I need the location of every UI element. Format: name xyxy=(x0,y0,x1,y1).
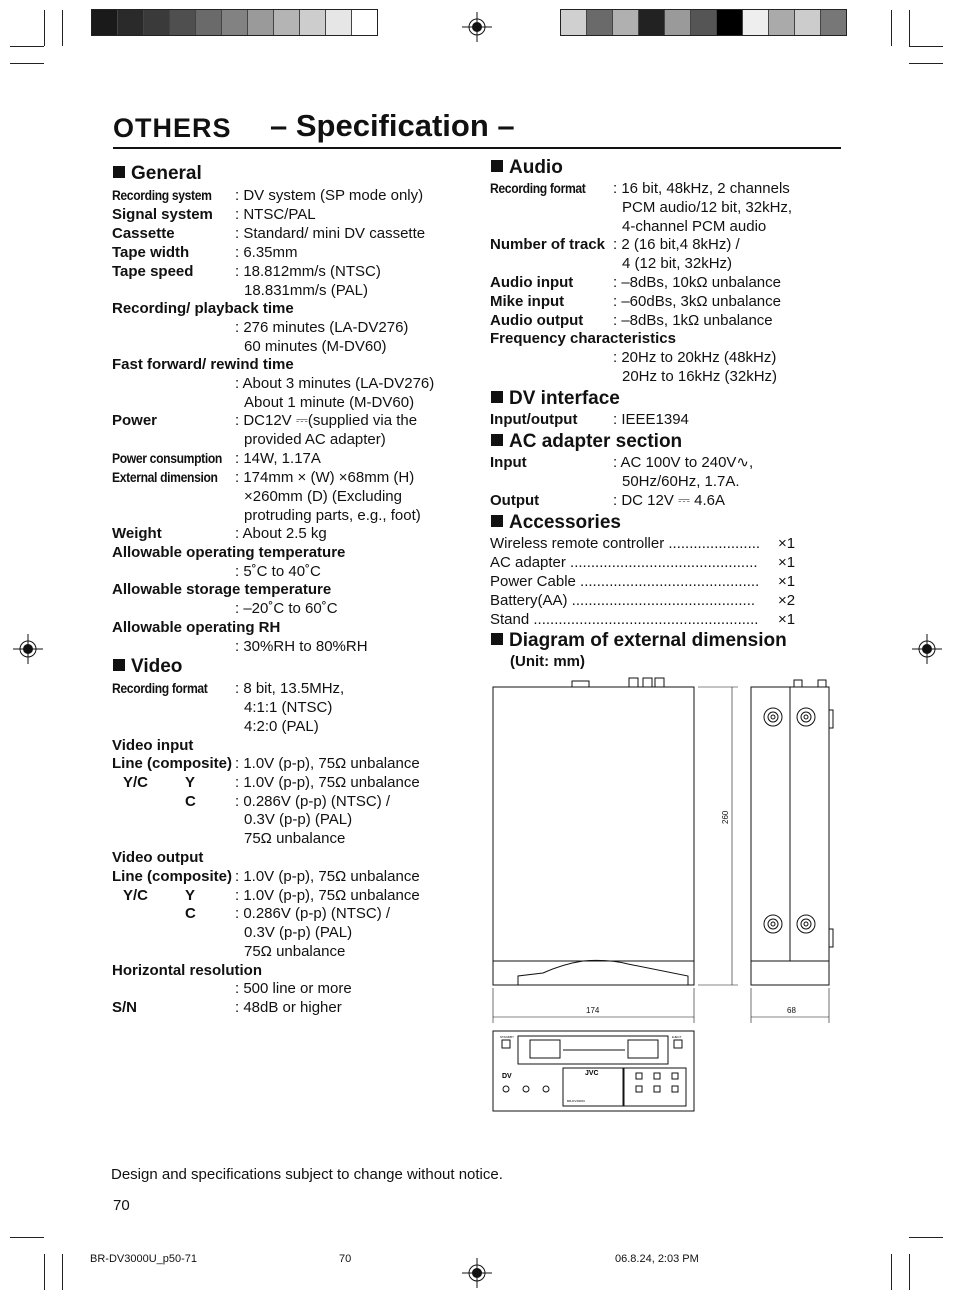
general-label: External dimension xyxy=(112,470,218,485)
general-value: : –20˚C to 60˚C xyxy=(235,600,338,617)
audio-recording-format-label: Recording format xyxy=(490,181,586,196)
dv-io-label: Input/output xyxy=(490,411,578,428)
accessory-quantity: ×1 xyxy=(778,573,796,590)
general-value: About 1 minute (M-DV60) xyxy=(244,394,415,411)
y-value: : 1.0V (p-p), 75Ω unbalance xyxy=(235,887,420,904)
external-dimension-diagram xyxy=(488,676,840,1116)
registration-mark-icon xyxy=(13,634,43,664)
mike-input-label: Mike input xyxy=(490,293,565,310)
title-rule xyxy=(113,147,841,149)
general-value: : 276 minutes (LA-DV276) xyxy=(235,319,409,336)
general-value: : NTSC/PAL xyxy=(235,206,316,223)
accessories-heading: Accessories xyxy=(491,512,621,534)
depth-dimension-label: 260 xyxy=(721,810,730,824)
accessory-name: Power Cable ........................................... xyxy=(490,573,760,590)
yc-label: Y/C xyxy=(123,774,149,791)
diagram-unit: (Unit: mm) xyxy=(510,653,585,670)
video-recording-format-value: 4:2:0 (PAL) xyxy=(244,718,319,735)
general-value: : DV system (SP mode only) xyxy=(235,187,424,204)
accessory-name: Wireless remote controller ...................... xyxy=(490,535,761,552)
general-value: : DC12V ⎓(supplied via the xyxy=(235,412,418,429)
square-bullet-icon xyxy=(113,166,125,178)
sn-value: : 48dB or higher xyxy=(235,999,342,1016)
color-bar-right xyxy=(560,9,847,36)
height-dimension-label: 68 xyxy=(787,1006,796,1015)
color-bar-left xyxy=(91,9,378,36)
square-bullet-icon xyxy=(491,160,503,172)
general-value: : About 2.5 kg xyxy=(235,525,327,542)
horizontal-resolution-label: Horizontal resolution xyxy=(112,962,262,979)
horizontal-resolution-value: : 500 line or more xyxy=(235,980,352,997)
crop-mark xyxy=(10,46,44,47)
general-value: : 30%RH to 80%RH xyxy=(235,638,368,655)
general-value: : 174mm × (W) ×68mm (H) xyxy=(235,469,415,486)
general-value: : About 3 minutes (LA-DV276) xyxy=(235,375,435,392)
slug-page: 70 xyxy=(339,1253,352,1265)
section-title-others: OTHERS xyxy=(113,113,232,143)
general-label: Power xyxy=(112,412,158,429)
line-composite-label: Line (composite) xyxy=(112,755,233,772)
line-composite-value: : 1.0V (p-p), 75Ω unbalance xyxy=(235,755,420,772)
square-bullet-icon xyxy=(491,633,503,645)
crop-mark xyxy=(909,10,910,46)
footer-note: Design and specifications subject to change without notice. xyxy=(111,1166,503,1183)
frequency-value: : 20Hz to 20kHz (48kHz) xyxy=(613,349,777,366)
c-value: : 0.286V (p-p) (NTSC) / xyxy=(235,905,391,922)
general-value: : Standard/ mini DV cassette xyxy=(235,225,426,242)
crop-mark xyxy=(909,1237,943,1238)
general-label: Tape speed xyxy=(112,263,194,280)
crop-mark xyxy=(62,1254,63,1290)
crop-mark xyxy=(44,1254,45,1290)
frequency-value: 20Hz to 16kHz (32kHz) xyxy=(622,368,778,385)
ac-output-label: Output xyxy=(490,492,540,509)
audio-output-value: : –8dBs, 1kΩ unbalance xyxy=(613,312,773,329)
accessory-quantity: ×1 xyxy=(778,611,796,628)
general-label: Cassette xyxy=(112,225,175,242)
ac-input-value: 50Hz/60Hz, 1.7A. xyxy=(622,473,740,490)
line-composite-value: : 1.0V (p-p), 75Ω unbalance xyxy=(235,868,420,885)
c-value: 0.3V (p-p) (PAL) xyxy=(244,811,353,828)
accessory-quantity: ×1 xyxy=(778,535,796,552)
general-value: provided AC adapter) xyxy=(244,431,386,448)
accessory-quantity: ×1 xyxy=(778,554,796,571)
general-label: Recording system xyxy=(112,188,212,203)
y-label: Y xyxy=(185,887,196,904)
general-label: Power consumption xyxy=(112,451,222,466)
square-bullet-icon xyxy=(491,434,503,446)
diagram-heading: Diagram of external dimension xyxy=(491,630,787,652)
audio-heading: Audio xyxy=(491,157,563,179)
panel-eject-label: EJECT xyxy=(672,1035,682,1039)
audio-recording-format-value: 4-channel PCM audio xyxy=(622,218,767,235)
general-label: Allowable operating RH xyxy=(112,619,281,636)
square-bullet-icon xyxy=(113,659,125,671)
registration-mark-icon xyxy=(462,1258,492,1288)
audio-output-label: Audio output xyxy=(490,312,584,329)
general-label: Fast forward/ rewind time xyxy=(112,356,294,373)
y-value: : 1.0V (p-p), 75Ω unbalance xyxy=(235,774,420,791)
video-recording-format-label: Recording format xyxy=(112,681,208,696)
crop-mark xyxy=(62,10,63,46)
c-value: 0.3V (p-p) (PAL) xyxy=(244,924,353,941)
crop-mark xyxy=(44,10,45,46)
registration-mark-icon xyxy=(912,634,942,664)
crop-mark xyxy=(909,1254,910,1290)
crop-mark xyxy=(10,63,44,64)
audio-input-value: : –8dBs, 10kΩ unbalance xyxy=(613,274,781,291)
general-heading: General xyxy=(113,163,202,185)
video-heading: Video xyxy=(113,656,182,678)
audio-recording-format-value: : 16 bit, 48kHz, 2 channels xyxy=(613,180,790,197)
c-value: 75Ω unbalance xyxy=(244,830,346,847)
width-dimension-label: 174 xyxy=(586,1006,600,1015)
general-label: Signal system xyxy=(112,206,213,223)
general-value: protruding parts, e.g., foot) xyxy=(244,507,421,524)
panel-standby-label: STANDBY xyxy=(500,1035,514,1039)
number-of-track-value: 4 (12 bit, 32kHz) xyxy=(622,255,733,272)
number-of-track-value: : 2 (16 bit,4 8kHz) / xyxy=(613,236,740,253)
ac-input-value: : AC 100V to 240V∿, xyxy=(613,454,754,471)
video-output-label: Video output xyxy=(112,849,204,866)
general-label: Tape width xyxy=(112,244,190,261)
mike-input-value: : –60dBs, 3kΩ unbalance xyxy=(613,293,781,310)
ac-input-label: Input xyxy=(490,454,527,471)
c-value: : 0.286V (p-p) (NTSC) / xyxy=(235,793,391,810)
c-value: 75Ω unbalance xyxy=(244,943,346,960)
video-recording-format-value: : 8 bit, 13.5MHz, xyxy=(235,680,345,697)
general-value: ×260mm (D) (Excluding xyxy=(244,488,402,505)
y-label: Y xyxy=(185,774,196,791)
number-of-track-label: Number of track xyxy=(490,236,606,253)
page-title: – Specification – xyxy=(270,108,515,143)
crop-mark xyxy=(10,1237,44,1238)
general-value: : 18.812mm/s (NTSC) xyxy=(235,263,381,280)
slug-file: BR-DV3000U_p50-71 xyxy=(90,1253,198,1265)
ac-output-value: : DC 12V ⎓ 4.6A xyxy=(613,492,726,509)
dv-interface-heading: DV interface xyxy=(491,388,620,410)
dv-logo: DV xyxy=(502,1073,512,1080)
audio-recording-format-value: PCM audio/12 bit, 32kHz, xyxy=(622,199,793,216)
general-label: Allowable operating temperature xyxy=(112,544,346,561)
registration-mark-icon xyxy=(462,12,492,42)
crop-mark xyxy=(909,63,943,64)
accessory-name: Stand ...................................................... xyxy=(490,611,759,628)
video-input-label: Video input xyxy=(112,737,194,754)
page-number: 70 xyxy=(113,1197,130,1214)
yc-label: Y/C xyxy=(123,887,149,904)
crop-mark xyxy=(891,10,892,46)
ac-adapter-heading: AC adapter section xyxy=(491,431,682,453)
crop-mark xyxy=(891,1254,892,1290)
accessory-quantity: ×2 xyxy=(778,592,796,609)
video-recording-format-value: 4:1:1 (NTSC) xyxy=(244,699,333,716)
frequency-label: Frequency characteristics xyxy=(490,330,676,347)
general-value: : 6.35mm xyxy=(235,244,298,261)
audio-input-label: Audio input xyxy=(490,274,574,291)
panel-model: BR-DV3000U xyxy=(567,1099,586,1103)
slug-date: 06.8.24, 2:03 PM xyxy=(615,1253,699,1265)
accessory-name: Battery(AA) ............................................ xyxy=(490,592,756,609)
c-label: C xyxy=(185,793,196,810)
square-bullet-icon xyxy=(491,515,503,527)
general-value: 60 minutes (M-DV60) xyxy=(244,338,387,355)
jvc-logo: JVC xyxy=(585,1070,599,1077)
sn-label: S/N xyxy=(112,999,138,1016)
general-value: 18.831mm/s (PAL) xyxy=(244,282,368,299)
general-value: : 14W, 1.17A xyxy=(235,450,321,467)
dv-io-value: : IEEE1394 xyxy=(613,411,689,428)
general-label: Weight xyxy=(112,525,162,542)
accessory-name: AC adapter ............................................. xyxy=(490,554,758,571)
general-value: : 5˚C to 40˚C xyxy=(235,563,321,580)
c-label: C xyxy=(185,905,196,922)
crop-mark xyxy=(909,46,943,47)
square-bullet-icon xyxy=(491,391,503,403)
general-label: Recording/ playback time xyxy=(112,300,294,317)
line-composite-label: Line (composite) xyxy=(112,868,233,885)
general-label: Allowable storage temperature xyxy=(112,581,332,598)
